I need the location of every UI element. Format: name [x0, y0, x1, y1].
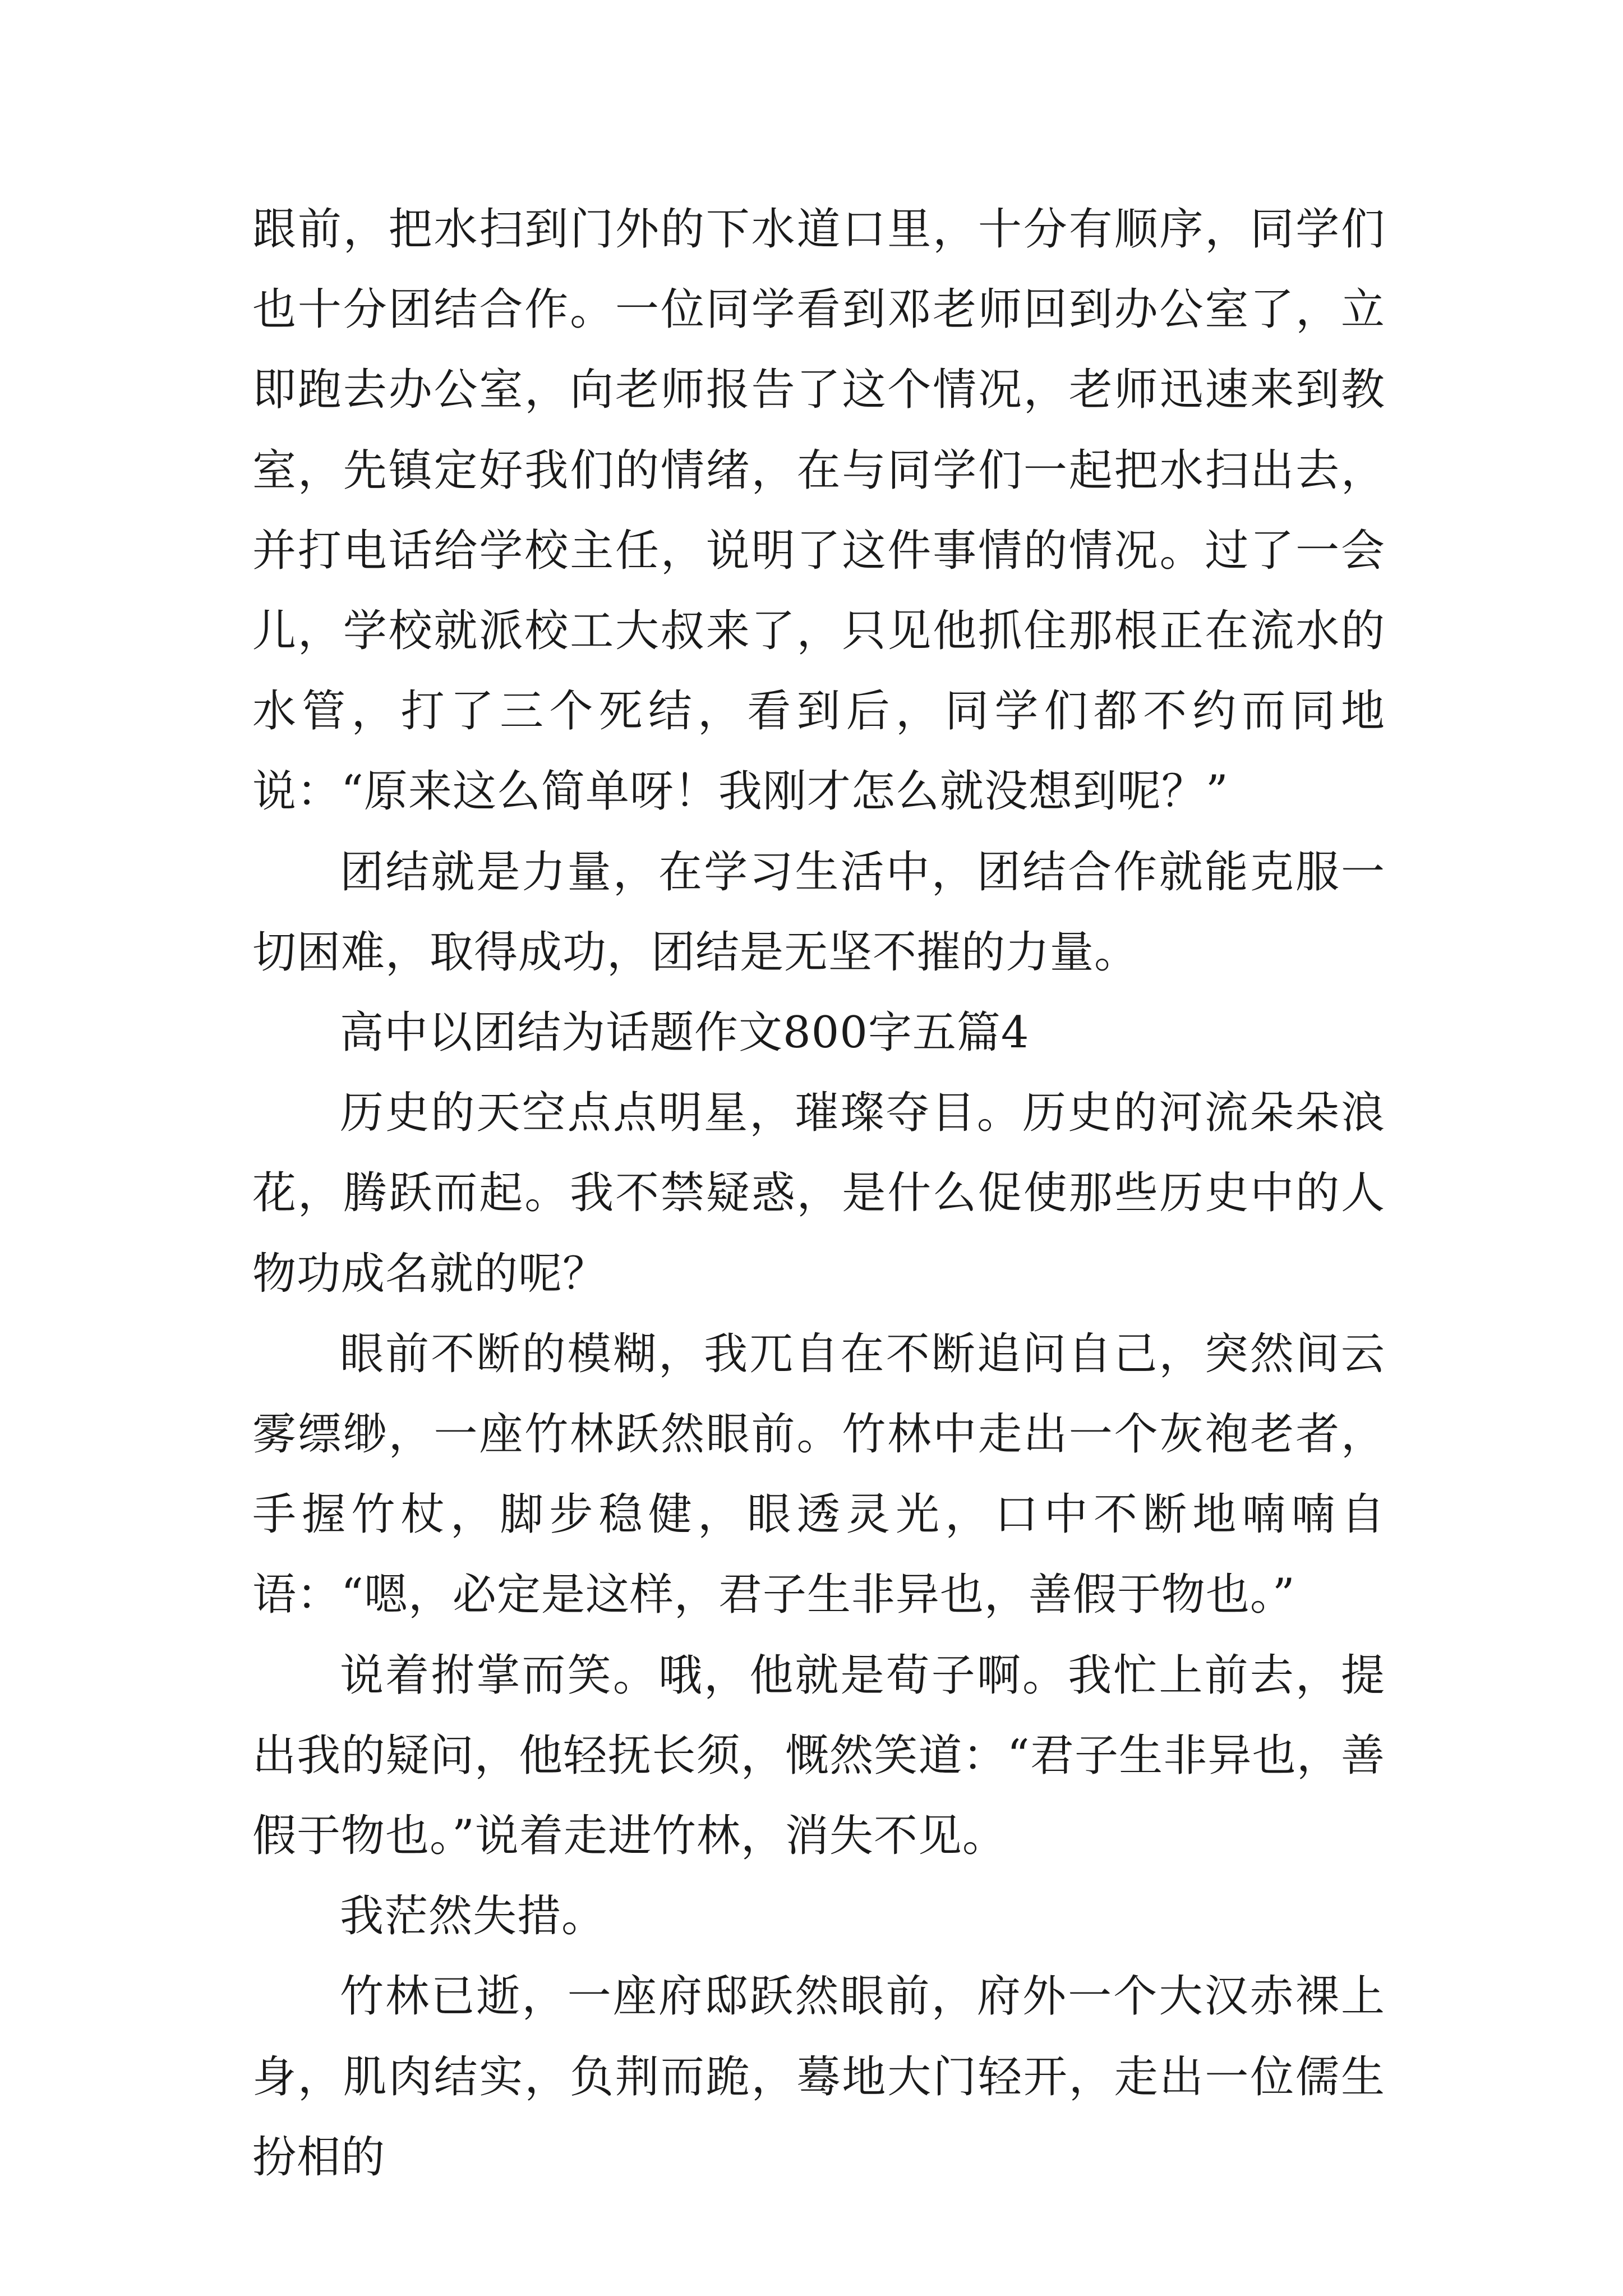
section-heading: 高中以团结为话题作文800字五篇4	[340, 1007, 1030, 1059]
paragraph-3: 历史的天空点点明星，璀璨夺目。历史的河流朵朵浪花，腾跃而起。我不禁疑惑，是什么促使那些历史中的人物功成名就的呢？	[252, 1088, 1385, 1299]
paragraph-2: 团结就是力量，在学习生活中，团结合作就能克服一切困难，取得成功，团结是无坚不摧的力量。	[252, 846, 1385, 978]
paragraph-7: 竹林已逝，一座府邸跃然眼前，府外一个大汉赤裸上身，肌肉结实，负荆而跪，蓦地大门轻开，走出一位儒生扮相的	[252, 1971, 1385, 2183]
paragraph-6: 我茫然失措。	[340, 1891, 606, 1942]
paragraph-1: 跟前，把水扫到门外的下水道口里，十分有顺序，同学们也十分团结合作。一位同学看到邓老师回到办公室了，立即跑去办公室，向老师报告了这个情况，老师迅速来到教室，先镇定好我们的情绪，在与同学们一起把水扫出去，并打电话给学校主任，说明了这件事情的情况。过了一会儿，学校就派校工大叔来了，只见他抓住那根正在流水的水管，打了三个死结，看到后，同学们都不约而同地说：“原来这么简单呀！我刚才怎么就没想到呢？”	[252, 204, 1385, 817]
paragraph-5: 说着拊掌而笑。哦，他就是荀子啊。我忙上前去，提出我的疑问，他轻抚长须，慨然笑道：“君子生非异也，善假于物也。”说着走进竹林，消失不见。	[252, 1650, 1385, 1862]
document-body	[252, 190, 1385, 2198]
paragraph-4: 眼前不断的模糊，我兀自在不断追问自己，突然间云雾缥缈，一座竹林跃然眼前。竹林中走出一个灰袍老者，手握竹杖，脚步稳健，眼透灵光，口中不断地喃喃自语：“嗯，必定是这样，君子生非异也，善假于物也。”	[252, 1328, 1385, 1621]
